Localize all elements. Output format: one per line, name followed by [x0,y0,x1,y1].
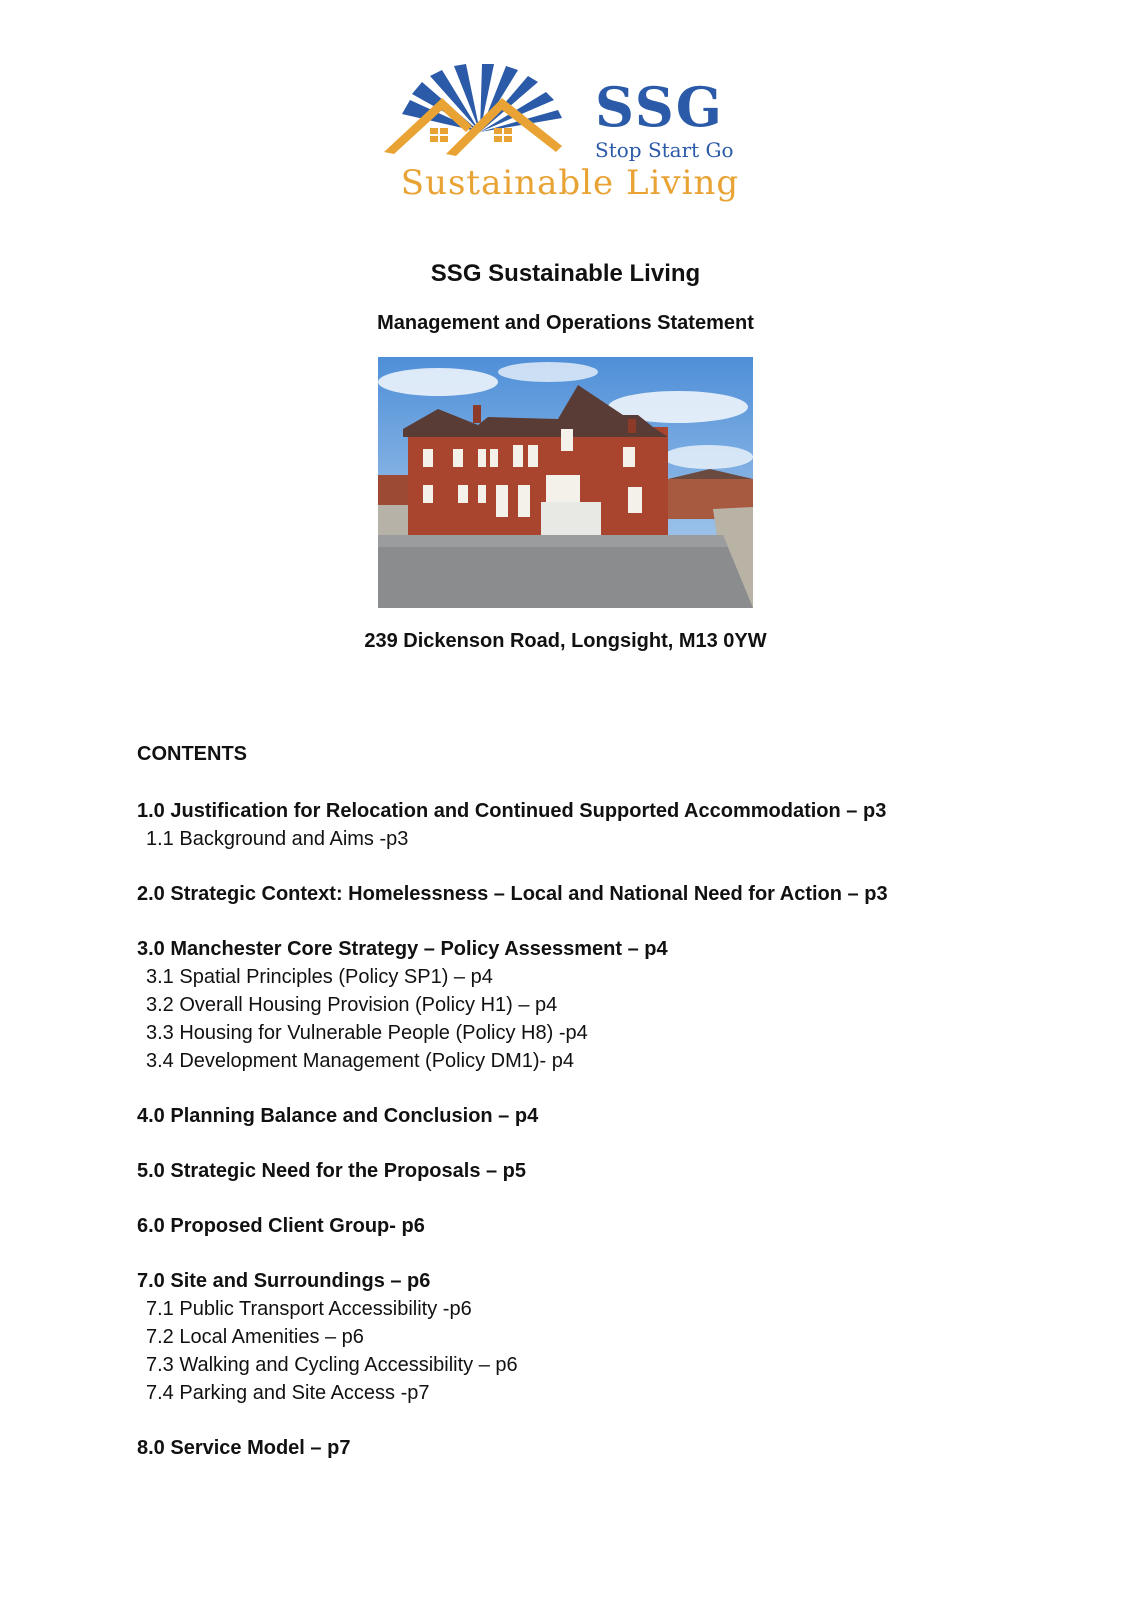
toc-section-4 [137,1102,1037,1130]
toc-section-title: 6.0 Proposed Client Group- p6 [137,1215,425,1237]
toc-subsection: 7.2 Local Amenities – p6 [146,1326,364,1348]
toc-subsection: 7.4 Parking and Site Access -p7 [146,1382,430,1404]
toc-section-title: 2.0 Strategic Context: Homelessness – Local and National Need for Action – p3 [137,883,888,905]
toc-section-7 [137,1267,1037,1407]
document-title: SSG Sustainable Living [430,260,701,287]
toc-section-title: 8.0 Service Model – p7 [137,1437,351,1459]
contents-heading: CONTENTS [137,743,247,765]
toc-subsection: 1.1 Background and Aims -p3 [146,828,409,850]
logo-subtitle: Sustainable Living [400,163,740,203]
toc-section-5 [137,1157,1037,1185]
logo-tagline: Stop Start Go [595,138,734,162]
toc-section-title: 4.0 Planning Balance and Conclusion – p4 [137,1105,539,1127]
toc-section-title: 3.0 Manchester Core Strategy – Policy Assessment – p4 [137,938,668,960]
house-sunburst-icon [380,62,580,162]
building-photo [378,357,753,608]
toc-section-title: 7.0 Site and Surroundings – p6 [137,1270,431,1292]
toc-section-8 [137,1434,1037,1462]
property-address: 239 Dickenson Road, Longsight, M13 0YW [364,630,767,652]
document-subtitle: Management and Operations Statement [377,312,754,334]
toc-section-2 [137,880,1037,908]
toc-subsection: 3.4 Development Management (Policy DM1)- p4 [146,1050,574,1072]
toc-subsection: 3.2 Overall Housing Provision (Policy H1) – p4 [146,994,558,1016]
toc-subsection: 3.3 Housing for Vulnerable People (Policy H8) -p4 [146,1022,588,1044]
logo [380,62,760,212]
building-photo-icon [378,357,753,608]
toc-subsection: 7.3 Walking and Cycling Accessibility – p6 [146,1354,518,1376]
table-of-contents [137,742,1037,1489]
toc-section-3 [137,935,1037,1075]
toc-subsection: 3.1 Spatial Principles (Policy SP1) – p4 [146,966,493,988]
toc-section-6 [137,1212,1037,1240]
toc-section-title: 1.0 Justification for Relocation and Continued Supported Accommodation – p3 [137,800,887,822]
toc-section-title: 5.0 Strategic Need for the Proposals – p5 [137,1160,527,1182]
logo-title: SSG [595,75,724,139]
toc-section-1 [137,797,1037,853]
toc-subsection: 7.1 Public Transport Accessibility -p6 [146,1298,472,1320]
